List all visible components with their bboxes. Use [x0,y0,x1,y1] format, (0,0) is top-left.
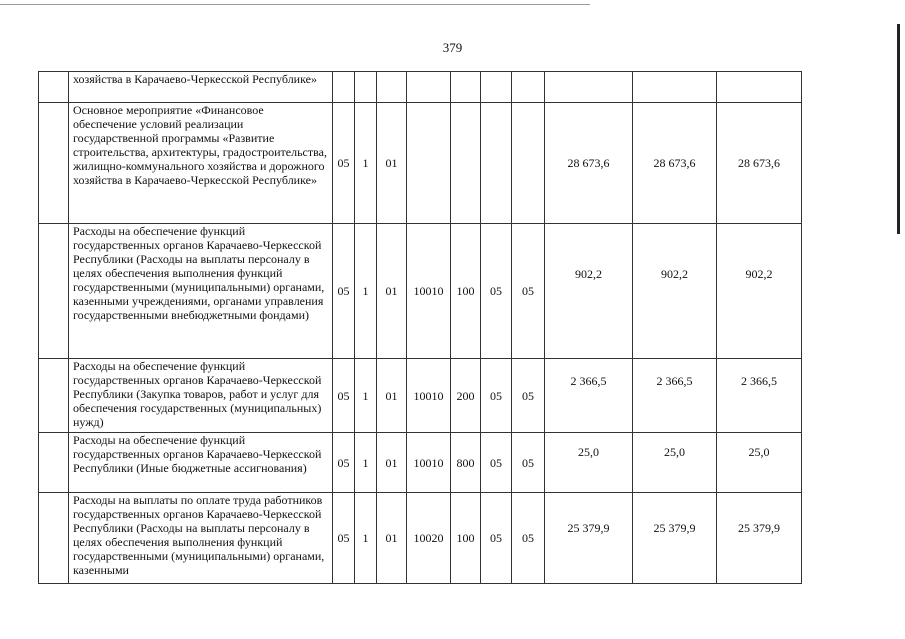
code-cell: 01 [377,103,407,224]
amount-cell: 2 366,5 [545,359,633,433]
row-name: хозяйства в Карачаево-Черкесской Республике» [69,72,333,103]
code-cell [512,72,545,103]
code-cell: 10010 [407,359,451,433]
amount-cell [633,72,717,103]
table-row [39,359,802,433]
amount-cell: 2 366,5 [717,359,802,433]
code-cell: 01 [377,433,407,493]
code-cell [451,72,481,103]
amount-cell: 25 379,9 [545,493,633,584]
amount-cell: 25 379,9 [717,493,802,584]
code-cell: 05 [481,359,512,433]
amount-cell: 902,2 [633,224,717,359]
code-cell [377,72,407,103]
code-cell: 10010 [407,224,451,359]
code-cell: 800 [451,433,481,493]
code-cell [355,72,377,103]
code-cell: 05 [512,493,545,584]
amount-cell: 28 673,6 [717,103,802,224]
code-cell: 1 [355,359,377,433]
code-cell: 05 [333,359,355,433]
code-cell [481,103,512,224]
code-cell: 05 [333,493,355,584]
code-cell: 05 [333,433,355,493]
code-cell: 05 [333,103,355,224]
amount-cell: 28 673,6 [545,103,633,224]
amount-cell [717,72,802,103]
table-row [39,224,802,359]
code-cell: 10010 [407,433,451,493]
page-number: 379 [442,40,463,55]
code-cell [481,72,512,103]
code-cell: 01 [377,224,407,359]
code-cell: 200 [451,359,481,433]
amount-cell: 902,2 [717,224,802,359]
row-name: Основное мероприятие «Финансовое обеспечение условий реализации государственной программы «Развитие строительства, архитектуры, градостроительства, жилищно-коммунального хозяйства и дорожного хозяйства в Карачаево-Черкесской Республике» [69,103,333,224]
amount-cell: 25 379,9 [633,493,717,584]
num-cell [39,224,69,359]
table-row [39,433,802,493]
amount-cell: 25,0 [717,433,802,493]
amount-cell: 25,0 [545,433,633,493]
row-name: Расходы на обеспечение функций государственных органов Карачаево-Черкесской Республики (Закупка товаров, работ и услуг для обеспечения государственных (муниципальных) нужд) [69,359,333,433]
code-cell: 05 [512,224,545,359]
code-cell [451,103,481,224]
table-row [39,72,802,103]
amount-cell: 28 673,6 [633,103,717,224]
code-cell [512,103,545,224]
row-name: Расходы на выплаты по оплате труда работников государственных органов Карачаево-Черкесской Республики (Расходы на выплаты персоналу в целях обеспечения выполнения функций государственными (муниципальными) органами, казенными [69,493,333,584]
code-cell: 01 [377,493,407,584]
code-cell: 1 [355,224,377,359]
code-cell: 05 [481,224,512,359]
code-cell [333,72,355,103]
num-cell [39,103,69,224]
code-cell: 10020 [407,493,451,584]
code-cell: 05 [481,493,512,584]
num-cell [39,72,69,103]
row-name: Расходы на обеспечение функций государственных органов Карачаево-Черкесской Республики (Иные бюджетные ассигнования) [69,433,333,493]
code-cell [407,103,451,224]
code-cell [407,72,451,103]
code-cell: 05 [512,433,545,493]
num-cell [39,359,69,433]
num-cell [39,433,69,493]
amount-cell: 902,2 [545,224,633,359]
top-rule [0,4,590,5]
code-cell: 1 [355,103,377,224]
table-row [39,493,802,584]
amount-cell: 2 366,5 [633,359,717,433]
code-cell: 1 [355,433,377,493]
amount-cell [545,72,633,103]
budget-table [38,71,802,584]
code-cell: 100 [451,224,481,359]
code-cell: 05 [333,224,355,359]
code-cell: 01 [377,359,407,433]
num-cell [39,493,69,584]
code-cell: 05 [481,433,512,493]
code-cell: 1 [355,493,377,584]
code-cell: 05 [512,359,545,433]
row-name: Расходы на обеспечение функций государственных органов Карачаево-Черкесской Республики (Расходы на выплаты персоналу в целях обеспечения выполнения функций государственными (муниципальными) органами, казенными учреждениями, органами управления государственными внебюджетными фондами) [69,224,333,359]
code-cell: 100 [451,493,481,584]
amount-cell: 25,0 [633,433,717,493]
table-row [39,103,802,224]
